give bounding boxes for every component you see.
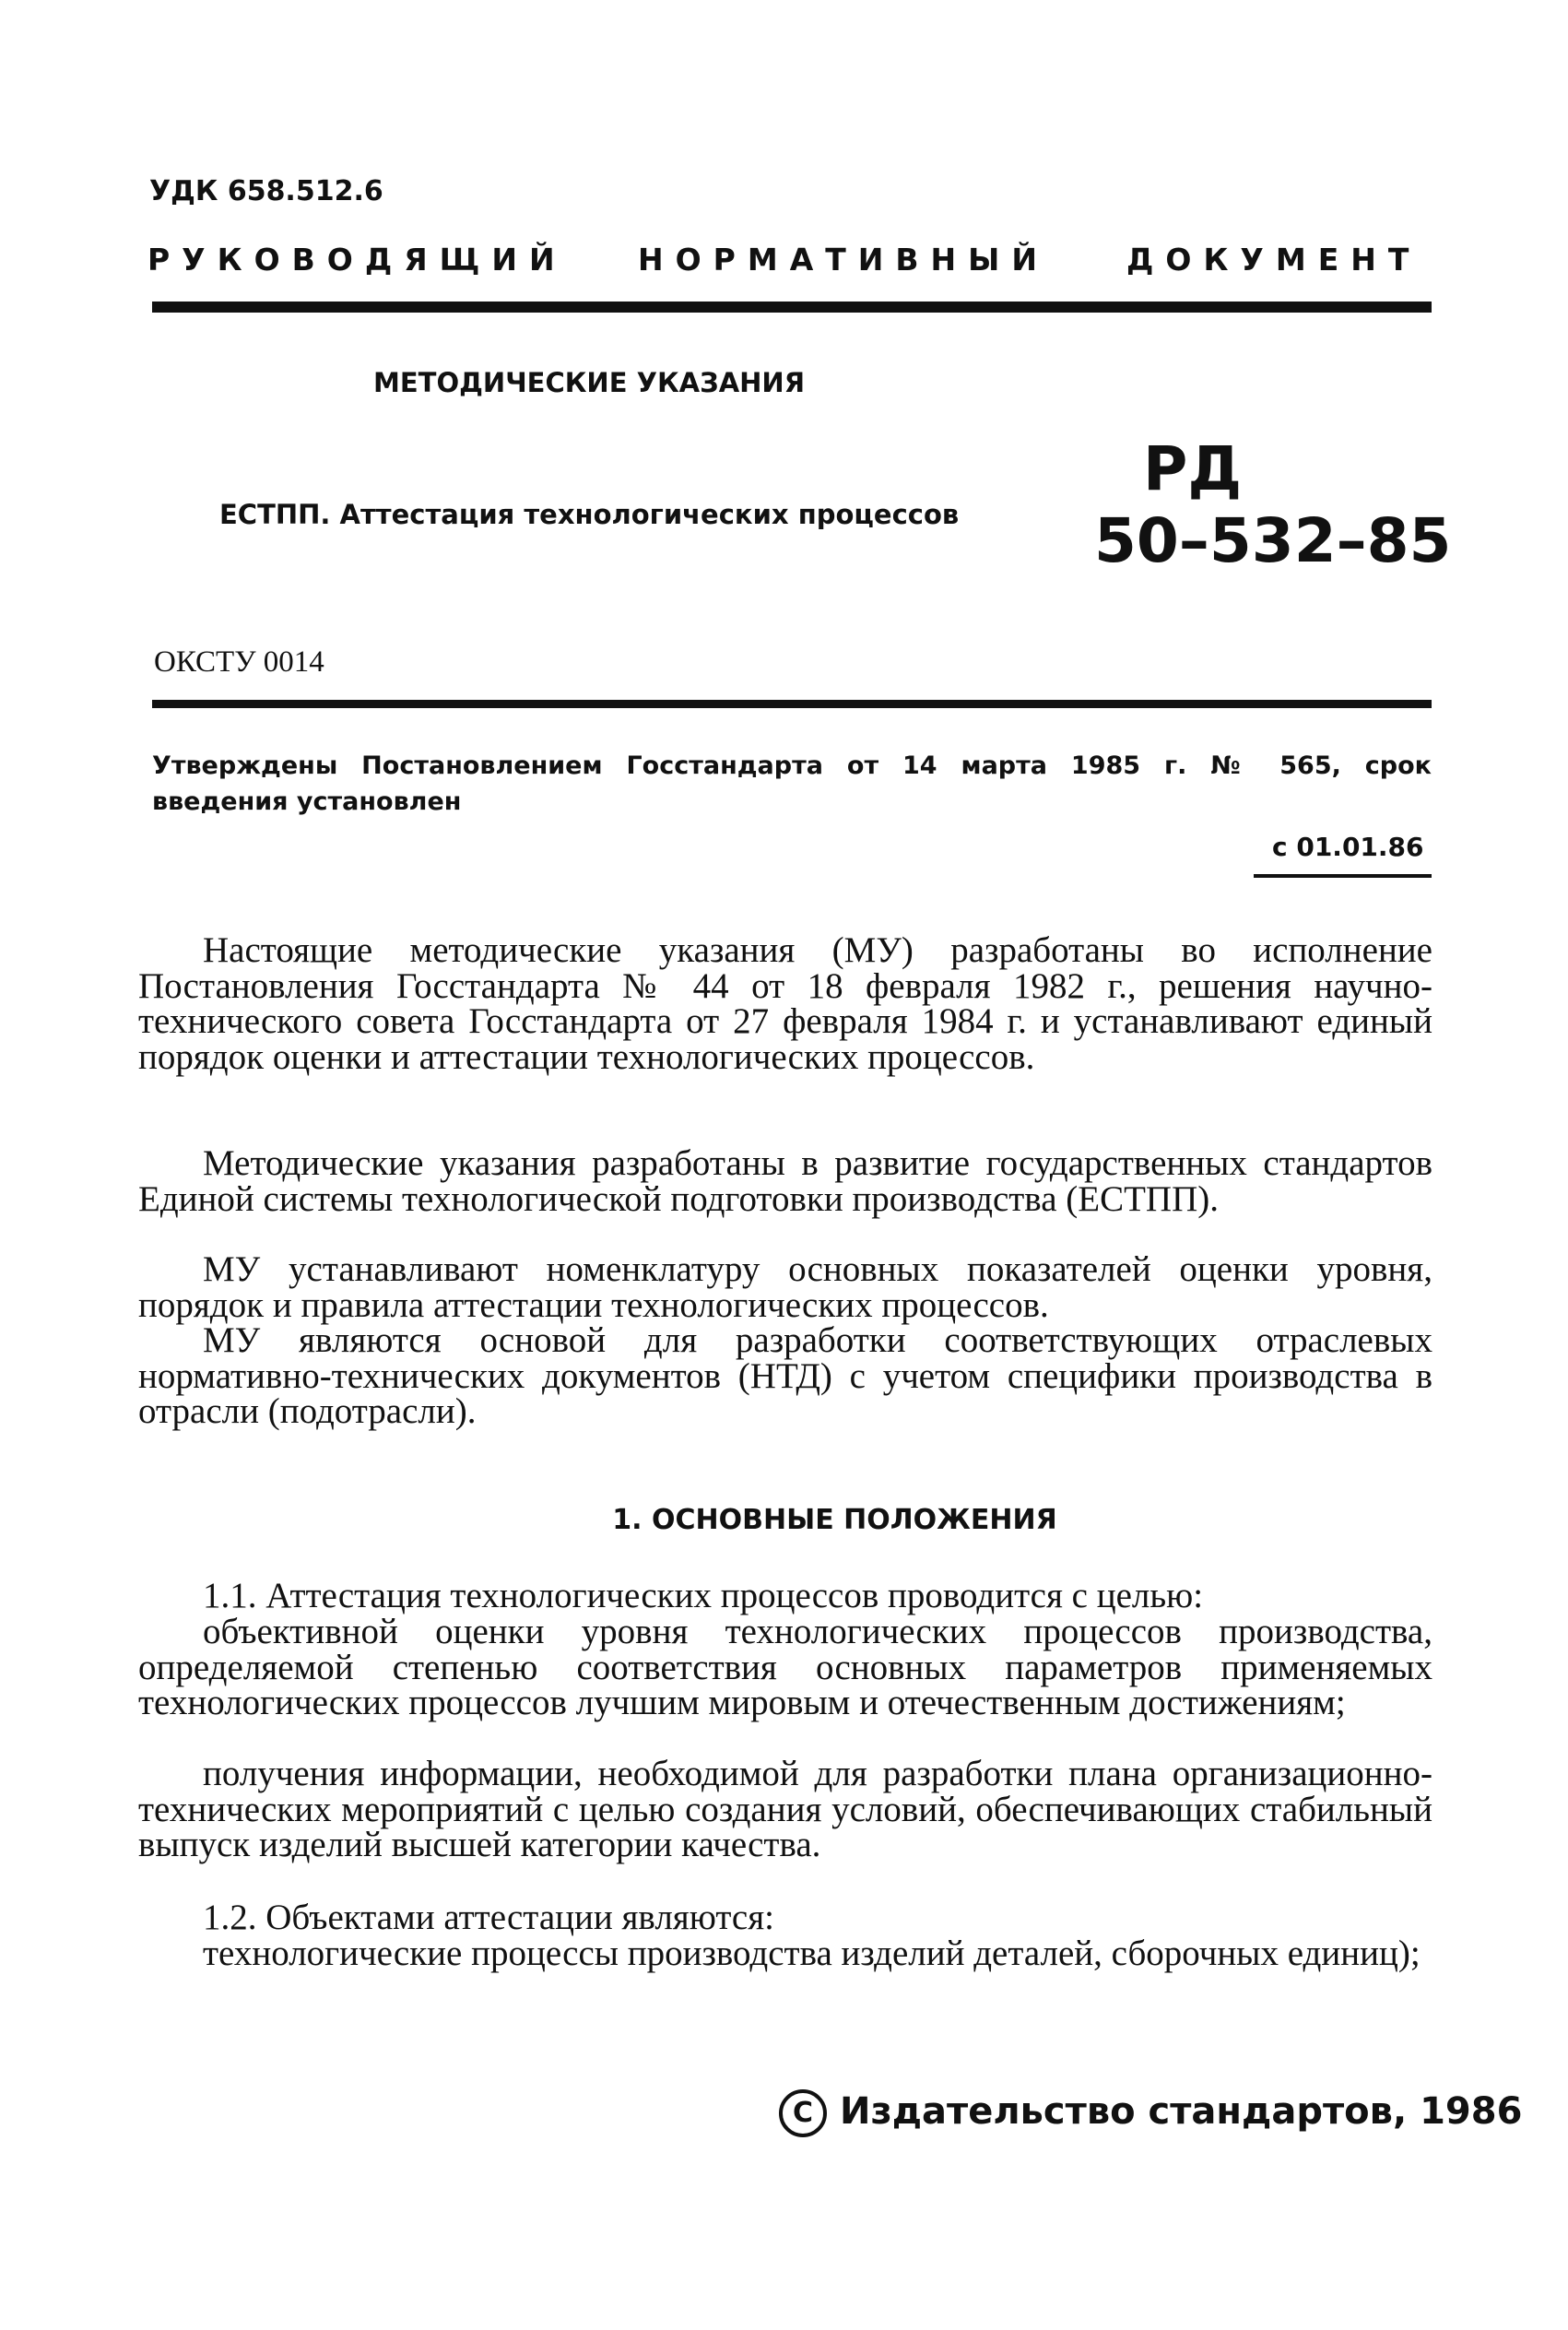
clause-1-2-a: технологические процессы производства изделий деталей, сборочных единиц);	[203, 1934, 1421, 1973]
clause-1-1-b: получения информации, необходимой для разработки плана организационно-технических мероприятий с целью создания условий, обеспечивающих стабильный выпуск изделий высшей категории качества.	[138, 1754, 1432, 1864]
document-title: ЕСТПП. Аттестация технологических процессов	[219, 499, 960, 530]
intro-paragraph: Методические указания разработаны в развитие государственных стандартов Единой системы технологической подготовки производства (ЕСТПП).	[138, 1143, 1432, 1219]
document-type: МЕТОДИЧЕСКИЕ УКАЗАНИЯ	[373, 367, 806, 398]
intro-paragraph: Настоящие методические указания (МУ) разработаны во исполнение Постановления Госстандарта № 44 от 18 февраля 1982 г., решения научно-технического совета Госстандарта от 27 февраля 1984 г. и устанавливают единый порядок оценки и аттестации технологических процессов.	[138, 930, 1432, 1077]
copyright-text: Издательство стандартов, 1986	[840, 2090, 1523, 2133]
copyright-icon: C	[779, 2089, 827, 2137]
intro-paragraph: МУ устанавливают номенклатуру основных показателей оценки уровня, порядок и правила аттестации технологических процессов.	[138, 1249, 1432, 1325]
intro-paragraph: МУ являются основой для разработки соответствующих отраслевых нормативно-технических документов (НТД) с учетом специфики производства в отрасли (подотрасли).	[138, 1320, 1432, 1431]
header-rule	[152, 302, 1432, 313]
document-code-prefix: РД	[1143, 433, 1243, 504]
clause-1-2: 1.2. Объектами аттестации являются:	[203, 1898, 774, 1937]
approval-line-1: Утверждены Постановлением Госстандарта от 14 марта 1985 г. № 565, срок	[152, 751, 1432, 780]
approval-line-2: введения установлен	[152, 787, 462, 816]
okstu-rule	[152, 700, 1432, 708]
category-word-3: ДОКУМЕНТ	[1126, 242, 1421, 278]
section-heading-text: 1. ОСНОВНЫЕ ПОЛОЖЕНИЯ	[612, 1504, 1057, 1536]
clause-1-1-a: объективной оценки уровня технологических процессов производства, определяемой степенью соответствия основных параметров применяемых технологических процессов лучшим мировым и отечественным достижениям;	[138, 1612, 1432, 1722]
approval-date-rule	[1254, 874, 1432, 878]
clause-1-1: 1.1. Аттестация технологических процессов проводится с целью:	[203, 1576, 1204, 1615]
category-word-2: НОРМАТИВНЫЙ	[638, 242, 1049, 278]
document-category-band	[147, 242, 1432, 288]
okstu-code: ОКСТУ 0014	[154, 645, 324, 679]
approval-date: с 01.01.86	[1272, 832, 1424, 862]
document-code-number: 50–532–85	[1094, 505, 1452, 576]
copyright-notice	[779, 2089, 1522, 2137]
section-heading	[0, 1504, 1568, 1536]
category-word-1: РУКОВОДЯЩИЙ	[147, 242, 567, 278]
udk-code: УДК 658.512.6	[149, 175, 383, 207]
